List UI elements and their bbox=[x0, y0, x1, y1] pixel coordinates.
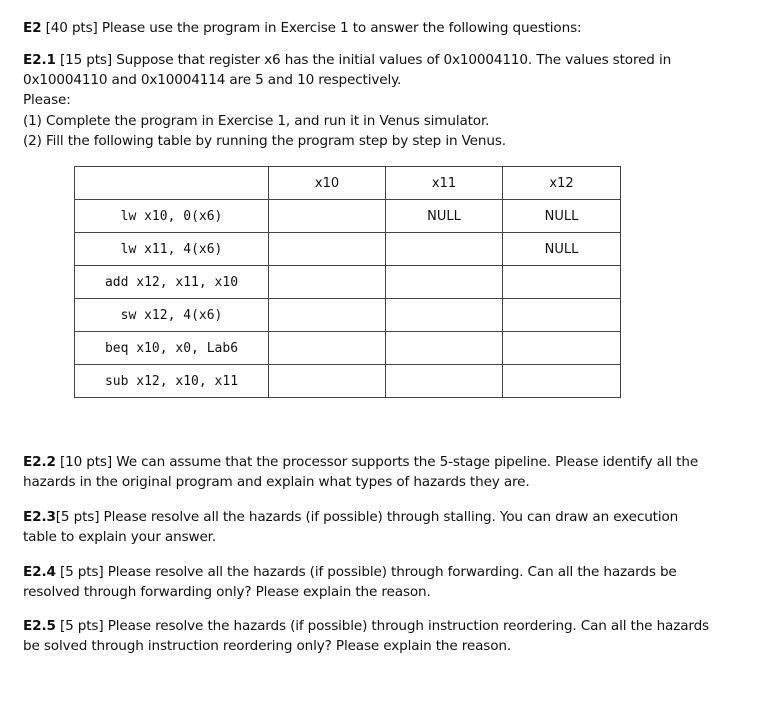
x11-value-cell bbox=[386, 266, 503, 299]
table-row bbox=[75, 233, 621, 266]
question-e2 bbox=[23, 18, 581, 38]
instruction-cell: beq x10, x0, Lab6 bbox=[75, 332, 269, 365]
x12-value-cell bbox=[503, 365, 621, 398]
instruction-cell: lw x10, 0(x6) bbox=[75, 200, 269, 233]
question-text-line-1: Please resolve the hazards (if possible) through instruction reordering. Can all the hazards bbox=[107, 618, 709, 634]
question-points: [15 pts] bbox=[59, 52, 113, 68]
header-cell-blank bbox=[75, 167, 269, 200]
question-e2-1 bbox=[23, 50, 671, 90]
question-id: E2.1 bbox=[23, 52, 56, 68]
question-points: [10 pts] bbox=[59, 454, 113, 470]
step-2-text: (2) Fill the following table by running the program step by step in Venus. bbox=[23, 133, 506, 149]
question-id: E2.4 bbox=[23, 564, 56, 580]
instruction-cell: lw x11, 4(x6) bbox=[75, 233, 269, 266]
question-e2-4 bbox=[23, 562, 677, 602]
x12-value-cell: NULL bbox=[503, 200, 621, 233]
table-row bbox=[75, 266, 621, 299]
question-e2-3 bbox=[23, 507, 678, 547]
x10-value-cell bbox=[269, 233, 386, 266]
x10-value-cell bbox=[269, 365, 386, 398]
x11-value-cell bbox=[386, 299, 503, 332]
x10-value-cell bbox=[269, 332, 386, 365]
table-row bbox=[75, 200, 621, 233]
question-points: [5 pts] bbox=[59, 618, 104, 634]
please-label: Please: bbox=[23, 92, 71, 108]
instruction-cell: sw x12, 4(x6) bbox=[75, 299, 269, 332]
question-e2-2 bbox=[23, 452, 698, 492]
question-text-line-1: Suppose that register x6 has the initial values of 0x10004110. The values stored in bbox=[116, 52, 672, 68]
question-text: Please use the program in Exercise 1 to answer the following questions: bbox=[101, 20, 582, 36]
question-id: E2.5 bbox=[23, 618, 56, 634]
question-id: E2.3 bbox=[23, 509, 56, 525]
instruction-cell: sub x12, x10, x11 bbox=[75, 365, 269, 398]
x12-value-cell: NULL bbox=[503, 233, 621, 266]
question-text-line-1: Please resolve all the hazards (if possible) through stalling. You can draw an execution bbox=[103, 509, 679, 525]
x12-value-cell bbox=[503, 266, 621, 299]
question-text-line-2: table to explain your answer. bbox=[23, 529, 217, 545]
question-points: [5 pts] bbox=[55, 509, 100, 525]
question-text-line-2: resolved through forwarding only? Please explain the reason. bbox=[23, 584, 431, 600]
x11-value-cell bbox=[386, 233, 503, 266]
table-row bbox=[75, 365, 621, 398]
table-header-row bbox=[75, 167, 621, 200]
table-row bbox=[75, 299, 621, 332]
header-cell-x10: x10 bbox=[269, 167, 386, 200]
question-text-line-1: Please resolve all the hazards (if possible) through forwarding. Can all the hazards be bbox=[107, 564, 677, 580]
x12-value-cell bbox=[503, 332, 621, 365]
x11-value-cell: NULL bbox=[386, 200, 503, 233]
table-row bbox=[75, 332, 621, 365]
question-text-line-1: We can assume that the processor supports the 5-stage pipeline. Please identify all the bbox=[116, 454, 699, 470]
x11-value-cell bbox=[386, 365, 503, 398]
register-table bbox=[74, 166, 621, 398]
question-text-line-2: be solved through instruction reordering only? Please explain the reason. bbox=[23, 638, 512, 654]
x11-value-cell bbox=[386, 332, 503, 365]
step-1-text: (1) Complete the program in Exercise 1, and run it in Venus simulator. bbox=[23, 113, 490, 129]
question-text-line-2: 0x10004110 and 0x10004114 are 5 and 10 respectively. bbox=[23, 72, 402, 88]
instruction-cell: add x12, x11, x10 bbox=[75, 266, 269, 299]
x10-value-cell bbox=[269, 266, 386, 299]
question-e2-5 bbox=[23, 616, 709, 656]
question-id: E2.2 bbox=[23, 454, 56, 470]
x10-value-cell bbox=[269, 200, 386, 233]
question-text-line-2: hazards in the original program and explain what types of hazards they are. bbox=[23, 474, 530, 490]
x12-value-cell bbox=[503, 299, 621, 332]
header-cell-x11: x11 bbox=[386, 167, 503, 200]
question-points: [40 pts] bbox=[45, 20, 98, 36]
header-cell-x12: x12 bbox=[503, 167, 621, 200]
x10-value-cell bbox=[269, 299, 386, 332]
question-points: [5 pts] bbox=[59, 564, 104, 580]
question-id: E2 bbox=[23, 20, 42, 36]
